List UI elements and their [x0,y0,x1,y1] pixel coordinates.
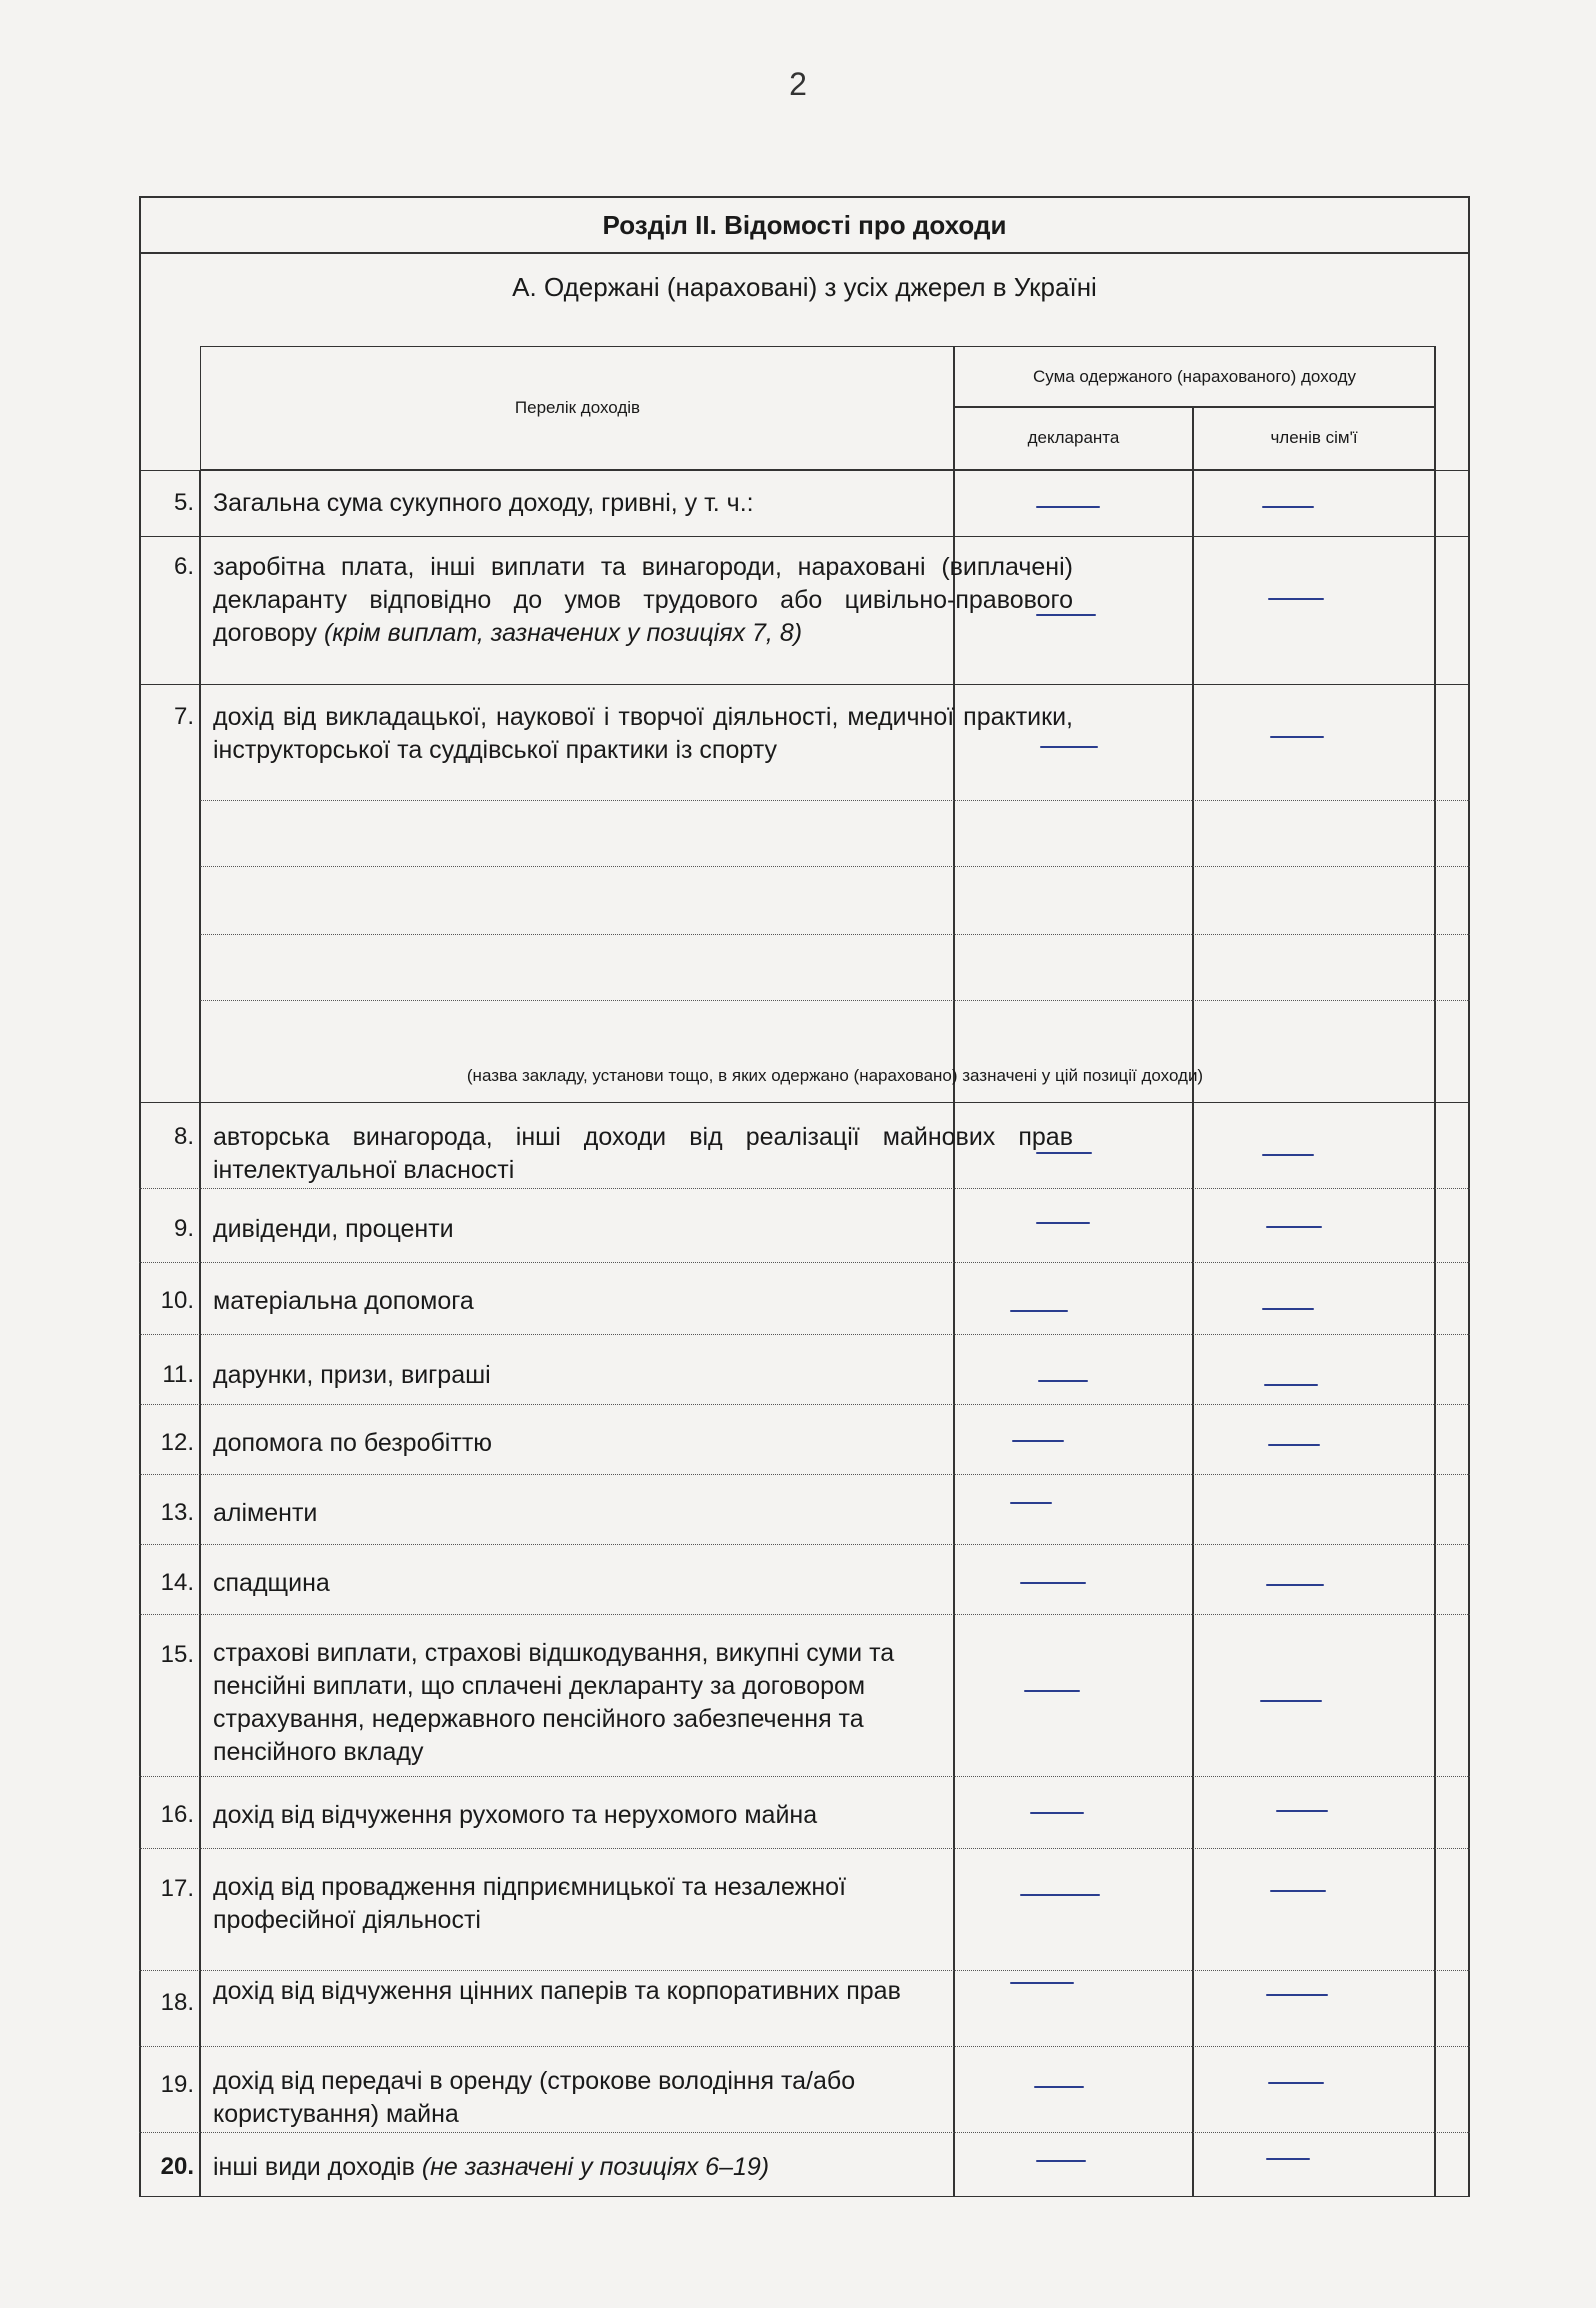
row-text: дохід від відчуження рухомого та нерухомого майна [213,1801,818,1829]
page-number: 2 [789,66,807,102]
row-text [213,551,1073,650]
table-row [139,470,1470,536]
table-row [139,536,1470,684]
row-text: дохід від викладацької, наукової і творчої діяльності, медичної практики, інструкторської та суддівської практики із спорту [213,703,1073,764]
col-sum-header-text: Сума одержаного (нарахованого) доходу [1032,367,1356,386]
col-declarant-text: декларанта [1027,428,1120,447]
subtitle-text: . Одержані (нараховані) з усіх джерел в Україні [529,272,1097,302]
row-text: дохід від провадження підприємницької та незалежної професійної діяльності [213,1873,847,1934]
row-text [213,2151,1073,2184]
row-number: 10. [160,1287,194,1314]
table-bottom-border [139,2196,1470,2198]
table-row [139,1544,1470,1614]
subtitle-letter: А [512,272,530,302]
row-text-main: інші види доходів [213,2153,415,2181]
row-number: 16. [160,1801,194,1828]
blank-line [200,934,1470,935]
row-text: матеріальна допомога [213,1287,474,1315]
table-row [139,2046,1470,2132]
row-text-italic: (крім виплат, зазначених у позиціях 7, 8) [323,619,803,647]
section-subtitle [139,272,1470,303]
table-row [139,1776,1470,1848]
col-sum-header [953,346,1436,408]
table-row [139,1334,1470,1404]
row-text-main: заробітна плата, інші виплати та винагороди, нараховані (виплачені) декларанту відповідно до умов трудового або цивільно-правового договору [213,553,1073,647]
row-number: 18. [160,1989,194,2016]
table-row [139,684,1470,800]
row-text: дивіденди, проценти [213,1215,454,1243]
blank-line [200,800,1470,801]
row-number: 13. [160,1499,194,1526]
row-text: спадщина [213,1569,330,1597]
row-number: 8. [173,1123,194,1150]
table-row [139,1262,1470,1334]
row-number: 19. [160,2071,194,2098]
institution-caption: (назва закладу, установи тощо, в яких одержано (нараховано) зазначені у цій позиції доходи) [466,1066,1204,1085]
row-text: аліменти [213,1499,318,1527]
row-text: дохід від відчуження цінних паперів та корпоративних прав [213,1977,901,2005]
table-row [139,1102,1470,1188]
row-number: 11. [162,1361,194,1388]
row-number: 12. [160,1429,194,1456]
row-number: 9. [173,1215,194,1242]
row-text: дарунки, призи, виграші [213,1361,491,1389]
row-number: 20. [160,2153,194,2180]
table-row [139,2132,1470,2196]
col-family-text: членів сім'ї [1270,428,1358,447]
row-text: авторська винагорода, інші доходи від реалізації майнових прав інтелектуальної власності [213,1123,1073,1184]
table-row [139,1970,1470,2046]
col-declarant-header [953,406,1194,470]
table-row [139,1474,1470,1544]
row-text-italic: (не зазначені у позиціях 6–19) [421,2153,770,2181]
row-number: 15. [160,1641,194,1668]
blank-line [200,1000,1470,1001]
row-number: 5. [173,489,194,516]
col-family-header [1192,406,1436,470]
section-title: Розділ ІІ. Відомості про доходи [139,198,1470,254]
row-text: Загальна сума сукупного доходу, гривні, у т. ч.: [213,489,754,517]
table-row [139,1614,1470,1776]
row-number: 17. [160,1875,194,1902]
row-text: допомога по безробіттю [213,1429,493,1457]
col-list-header-text: Перелік доходів [514,398,641,417]
row-number: 6. [173,553,194,580]
header-left-cell [200,346,955,470]
row-number: 14. [160,1569,194,1596]
row-number: 7. [173,703,194,730]
row-text: дохід від передачі в оренду (строкове володіння та/або користування) майна [213,2067,856,2128]
table-row [139,1188,1470,1262]
blank-line [200,866,1470,867]
table-row [139,1848,1470,1970]
row-text: страхові виплати, страхові відшкодування, викупні суми та пенсійні виплати, що сплачені декларанту за договором страхування, недержавного пенсійного забезпечення та пенсійного вкладу [213,1639,895,1766]
table-row [139,1404,1470,1474]
